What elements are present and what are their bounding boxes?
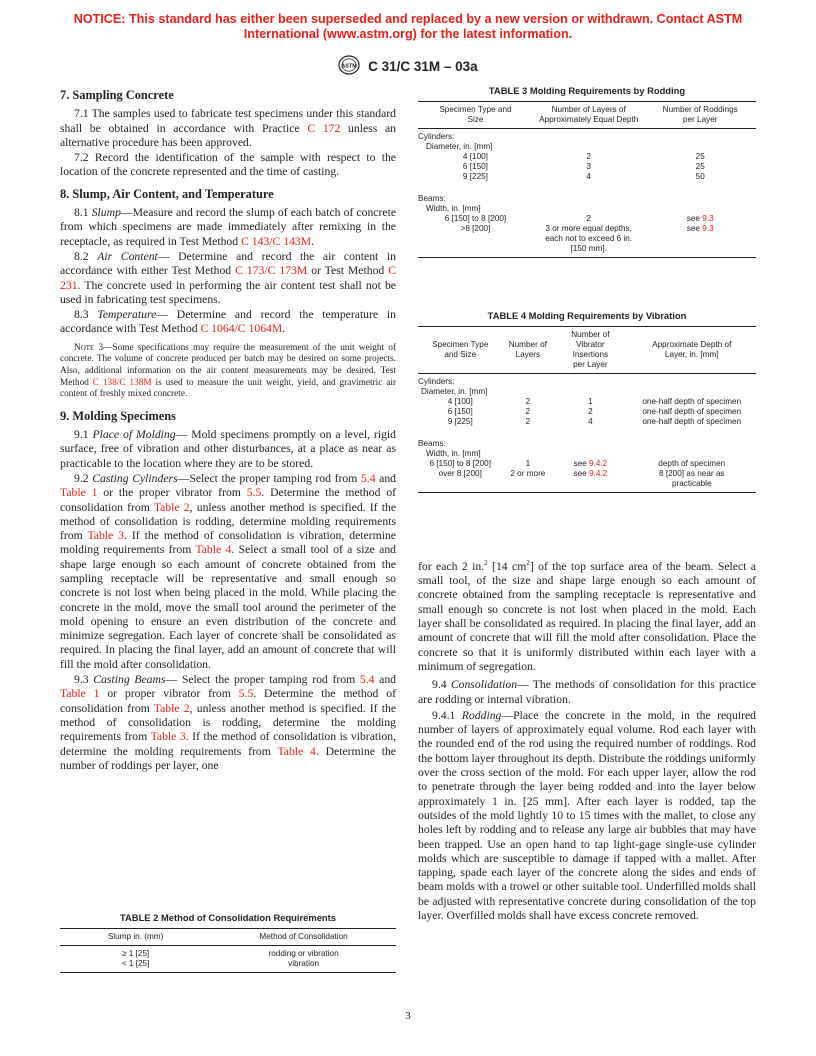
table-row bbox=[60, 959, 396, 969]
link-c173[interactable]: C 173/C 173M bbox=[235, 264, 308, 278]
designation: C 31/C 31M – 03a bbox=[368, 59, 478, 74]
link-table-3[interactable]: Table 3 bbox=[150, 730, 186, 744]
table-row: 6 [150] to 8 [200] 1 see 9.4.2 depth of specimen bbox=[429, 459, 726, 468]
section-9-heading: 9. Molding Specimens bbox=[60, 408, 176, 423]
table-cell: 6 [150] bbox=[447, 407, 473, 416]
para-9-3-cont: for each 2 in.$^2$ [14 $cm^2$] of the top surface area of the beam. Select a small tool, of the size and shape large enough so each amount of concrete obtained from the sampling receptacle is representative and small enough so concrete is not lost when placed in the mold. Each layer shall be consolidated as required. In placing the final layer, add an amount of concrete that will fill the mold after consolidation. Place the concrete so that it is uniformly distributed within each layer with a minimum of segregation. bbox=[418, 559, 756, 673]
link-5-5[interactable]: 5.5 bbox=[246, 486, 262, 500]
table-cell: 2 bbox=[586, 152, 591, 161]
astm-logo-icon bbox=[338, 55, 360, 78]
table-cell: 2 bbox=[525, 407, 531, 416]
table-row: over 8 [200] 2 or more see 9.4.2 8 [200] as near as practicable bbox=[438, 469, 725, 488]
table-row bbox=[418, 152, 756, 162]
table-cell: 9 [225] bbox=[447, 417, 473, 426]
table-cell: 6 [150] bbox=[462, 162, 488, 171]
para-7-1: 7.1 The samples used to fabricate test specimens under this standard shall be obtained in accordance with Practice C 172 unless an alternative procedure has been approved. bbox=[60, 107, 397, 149]
table-cell: 9 [225] bbox=[462, 172, 488, 181]
table-cell: one-half depth of specimen bbox=[642, 417, 742, 426]
table-4-header: Specimen Type and Size Number of Layers Number of Vibrator Insertions per Layer Approximate Depth of Layer, in. [mm] bbox=[432, 330, 732, 369]
para-9-2: 9.2 Casting Cylinders—Select the proper tamping rod from 5.4 and Table 1 or the proper vibrator from 5.5. Determine the method of consolidation from Table 2, unless another method is specified. If the method of consolidation is rodding, determine molding requirements from Table 3. If the method of consolidation is vibration, determine molding requirements from Table 4. Select a small tool of a size and shape large enough so each amount of concrete obtained from the sampling receptacle will be representative and small enough so concrete is not lost when being placed in the mold. While placing the concrete in the mold, move the small tool around the perimeter of the mold opening to ensure an even distribution of the concrete and minimize segregation. Each layer of concrete shall be consolidated as required. In placing the final layer, add an amount of concrete that will fill the mold after consolidation. bbox=[60, 471, 397, 671]
section-7-heading: 7. Sampling Concrete bbox=[60, 88, 174, 102]
link-table-4[interactable]: Table 4 bbox=[277, 744, 316, 758]
note-3: Note 3—Some specifications may require the measurement of the unit weight of concrete. The volume of concrete produced per batch may be desired on some projects. Also, additional information on the air content measurements may be desired. Test Method C 138/C 138M is used to measure the unit weight, yield, and gravimetric air content of freshly mixed concrete. bbox=[60, 342, 397, 400]
table-cell: ≥ 1 [25] bbox=[121, 949, 150, 958]
table-cell: 2 bbox=[525, 397, 531, 406]
link-table-1[interactable]: Table 1 bbox=[60, 486, 98, 500]
logo-text: ASTM bbox=[341, 63, 358, 70]
document-header bbox=[0, 55, 816, 78]
table-cell: 2 bbox=[525, 417, 531, 426]
table-cell: 50 bbox=[695, 172, 705, 181]
para-8-3: 8.3 Temperature— Determine and record the temperature in accordance with Test Method C 1064/C 1064M. bbox=[60, 308, 397, 336]
link-9-3[interactable]: 9.3 bbox=[702, 214, 714, 223]
table-cell: 1 bbox=[588, 397, 593, 406]
link-c231[interactable]: C 231 bbox=[60, 264, 396, 292]
table-cell: 4 bbox=[586, 172, 591, 181]
table-3-header: Specimen Type and Size Number of Layers of Approximately Equal Depth Number of Roddings per Layer bbox=[439, 105, 738, 124]
table-row bbox=[418, 162, 756, 172]
table-cell: 3 bbox=[586, 162, 591, 171]
table-row bbox=[418, 397, 756, 407]
link-9-3[interactable]: 9.3 bbox=[702, 224, 714, 233]
table-cell: one-half depth of specimen bbox=[642, 397, 742, 406]
table-row bbox=[60, 949, 396, 959]
para-8-1: 8.1 Slump—Measure and record the slump of each batch of concrete from which specimens are made immediately after remixing in the receptacle, as required in Test Method C 143/C 143M. bbox=[60, 206, 397, 248]
table-2-title: TABLE 2 Method of Consolidation Requirements bbox=[120, 912, 336, 923]
para-9-3: 9.3 Casting Beams— Select the proper tamping rod from 5.4 and Table 1 or proper vibrator from 5.5. Determine the method of consolidation from Table 2, unless another method is specified. If the method of consolidation is rodding, determine the molding requirements from Table 3. If the method of consolidation is vibration, determine the molding requirements from Table 4. Determine the number of roddings per layer, one bbox=[60, 673, 397, 772]
para-7-2: 7.2 Record the identification of the sample with respect to the location of the concrete represented and the time of casting. bbox=[60, 151, 396, 179]
notice-banner: NOTICE: This standard has either been superseded and replaced by a new version or withdrawn. Contact ASTM International (www.astm.org) for the latest information. bbox=[73, 12, 743, 41]
link-table-2[interactable]: Table 2 bbox=[153, 701, 190, 715]
table-cell: one-half depth of specimen bbox=[642, 407, 742, 416]
para-9-4: 9.4 Consolidation— The methods of consolidation for this practice are rodding or internal vibration. bbox=[418, 678, 756, 706]
link-5-5[interactable]: 5.5 bbox=[238, 687, 254, 701]
table-cell: vibration bbox=[288, 959, 320, 968]
page-number: 3 bbox=[405, 1010, 411, 1022]
para-8-2: 8.2 Air Content— Determine and record the air content in accordance with either Test Method C 173/C 173M or Test Method C 231. The concrete used in performing the air content test shall not be used in fabricating test specimens. bbox=[60, 249, 396, 306]
link-table-4[interactable]: Table 4 bbox=[195, 543, 232, 557]
table-cell: < 1 [25] bbox=[121, 959, 150, 968]
table-2-header: Slump in. (mm) Method of Consolidation bbox=[107, 932, 348, 941]
table-row bbox=[418, 407, 756, 417]
link-9-4-2[interactable]: 9.4.2 bbox=[589, 469, 608, 478]
table-cell: 4 bbox=[588, 417, 593, 426]
table-cell: 4 [100] bbox=[462, 152, 488, 161]
table-cell: 2 bbox=[588, 407, 593, 416]
table-row: >8 [200] 3 or more equal depths, each not to exceed 6 in. [150 mm]. see 9.3 bbox=[460, 224, 714, 253]
table-4: TABLE 4 Molding Requirements by Vibration Specimen Type and Size Number of Layers Number of Vibrator Insertions per Layer Approximate Depth of Layer, in. [mm] Cylinders: Diameter, in. [mm] 4 [100] 2 1 one-half depth of specimen 6 [150] 2 2 one-half depth of specimen 9 [225] 2 4 one-half depth of specimen Beams: Width, in. [mm] 6 [150] to 8 [200] 1 see 9.4.2 depth of specimen over 8 [200] 2 or more see 9.4.2 8 [200] as near as practicable bbox=[418, 311, 756, 493]
link-5-4[interactable]: 5.4 bbox=[360, 471, 376, 485]
table-cell: 25 bbox=[695, 162, 705, 171]
table-3-title: TABLE 3 Molding Requirements by Rodding bbox=[488, 85, 686, 96]
table-row bbox=[418, 417, 756, 427]
link-c172[interactable]: C 172 bbox=[307, 121, 341, 135]
link-table-3[interactable]: Table 3 bbox=[87, 529, 125, 543]
section-8-heading: 8. Slump, Air Content, and Temperature bbox=[60, 186, 274, 201]
para-9-4-1: 9.4.1 Rodding—Place the concrete in the mold, in the required number of layers of approximately equal volume. Rod each layer with the rounded end of the rod using the required number of roddings. Rod the bottom layer throughout its depth. Distribute the roddings uniformly over the cross section of the mold. For each upper layer, allow the rod to penetrate through the layer being rodded and into the layer below approximately 1 in. [25 mm]. After each layer is rodded, tap the outsides of the mold lightly 10 to 15 times with the mallet, to close any holes left by rodding and to release any large air bubbles that may have been trapped. Use an open hand to tap light-gage single-use cylinder molds which are susceptible to damage if tapped with a mallet. After tapping, spade each layer of the concrete along the sides and ends of beam molds with a trowel or other suitable tool. Underfilled molds shall be adjusted with representative concrete during consolidation of the top layer. Overfilled molds shall have excess concrete removed. bbox=[418, 708, 757, 923]
link-table-2[interactable]: Table 2 bbox=[153, 500, 190, 514]
link-c1064[interactable]: C 1064/C 1064M bbox=[200, 322, 283, 336]
link-5-4[interactable]: 5.4 bbox=[359, 673, 375, 687]
left-column bbox=[60, 84, 396, 774]
link-table-1[interactable]: Table 1 bbox=[60, 687, 100, 701]
link-c138[interactable]: C 138/C 138M bbox=[92, 377, 152, 388]
link-9-4-2[interactable]: 9.4.2 bbox=[589, 459, 608, 468]
table-cell: 25 bbox=[695, 152, 705, 161]
table-cell: rodding or vibration bbox=[268, 949, 339, 958]
para-9-1: 9.1 Place of Molding— Mold specimens promptly on a level, rigid surface, free of vibration and other disturbances, at a place as near as practicable to the location where they are to be stored. bbox=[60, 428, 397, 470]
table-4-title: TABLE 4 Molding Requirements by Vibration bbox=[487, 310, 687, 321]
right-column bbox=[418, 556, 756, 924]
table-cell: 4 [100] bbox=[447, 397, 473, 406]
table-row: 6 [150] to 8 [200] 2 see 9.3 bbox=[444, 214, 714, 223]
table-row bbox=[418, 172, 756, 182]
link-c143[interactable]: C 143/C 143M bbox=[241, 234, 312, 248]
table-3: TABLE 3 Molding Requirements by Rodding Specimen Type and Size Number of Layers of Approximately Equal Depth Number of Roddings per Layer Cylinders: Diameter, in. [mm] 4 [100] 2 25 6 [150] 3 25 9 [225] 4 50 Beams: Width, in. [mm] 6 [150] to 8 [200] 2 see 9.3 >8 [200] 3 or more equal depths, each not to exceed 6 in. [150 mm]. see 9.3 bbox=[418, 86, 756, 258]
table-2 bbox=[60, 913, 396, 973]
